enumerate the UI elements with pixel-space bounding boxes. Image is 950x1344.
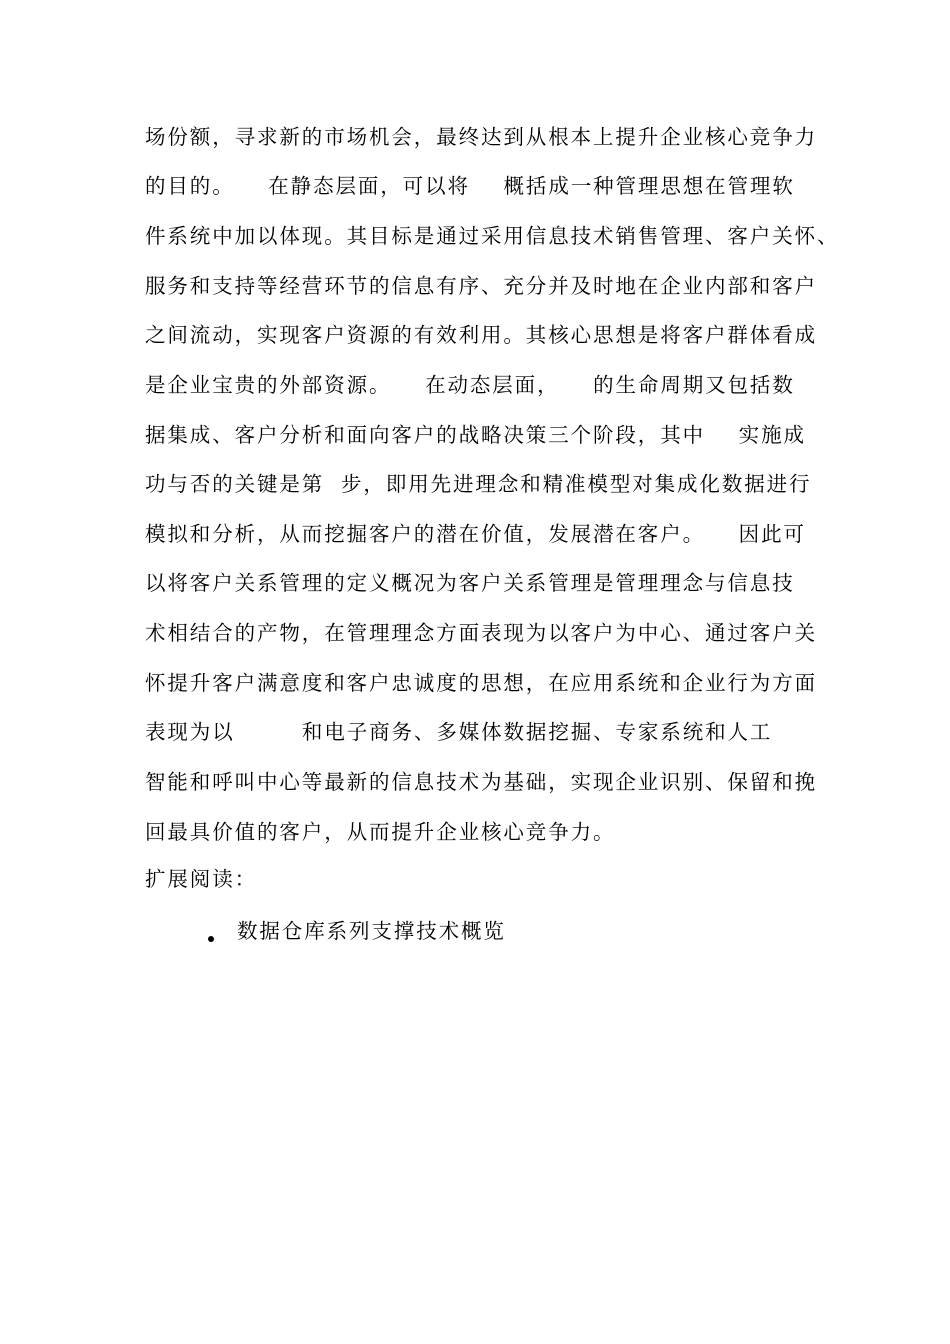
paragraph-line: 回最具价值的客户，从而提升企业核心竞争力。: [145, 820, 616, 844]
paragraph-line: 功与否的关键是第 步，即用先进理念和精准模型对集成化数据进行: [145, 472, 812, 496]
paragraph-line: 以将客户关系管理的定义概况为客户关系管理是管理理念与信息技: [145, 571, 795, 595]
paragraph-line: 据集成、客户分析和面向客户的战略决策三个阶段，其中 实施成: [145, 423, 806, 447]
extended-reading-link[interactable]: [208, 914, 506, 948]
paragraph-line: 表现为以 和电子商务、多媒体数据挖掘、专家系统和人工: [145, 720, 773, 744]
paragraph-line: 是企业宝贵的外部资源。 在动态层面， 的生命周期又包括数: [145, 373, 795, 397]
paragraph-line: 的目的。 在静态层面，可以将 概括成一种管理思想在管理软: [145, 174, 795, 198]
paragraph-line: 术相结合的产物，在管理理念方面表现为以客户为中心、通过客户关: [145, 621, 817, 645]
extended-reading-link-text: 数据仓库系列支撑技术概览: [237, 919, 506, 943]
paragraph-line: 件系统中加以体现。其目标是通过采用信息技术销售管理、客户关怀、: [145, 224, 840, 248]
paragraph-line: 服务和支持等经营环节的信息有序、充分并及时地在企业内部和客户: [145, 274, 817, 298]
paragraph-line: 之间流动，实现客户资源的有效利用。其核心思想是将客户群体看成: [145, 323, 817, 347]
paragraph-line: 场份额，寻求新的市场机会，最终达到从根本上提升企业核心竞争力: [145, 125, 817, 149]
paragraph-line: 智能和呼叫中心等最新的信息技术为基础，实现企业识别、保留和挽: [145, 770, 817, 794]
bullet-icon: [208, 936, 214, 942]
paragraph-line: 怀提升客户满意度和客户忠诚度的思想，在应用系统和企业行为方面: [145, 671, 817, 695]
extended-reading-label: 扩展阅读：: [145, 867, 257, 891]
paragraph-line: 模拟和分析，从而挖掘客户的潜在价值，发展潜在客户。 因此可: [145, 522, 806, 546]
